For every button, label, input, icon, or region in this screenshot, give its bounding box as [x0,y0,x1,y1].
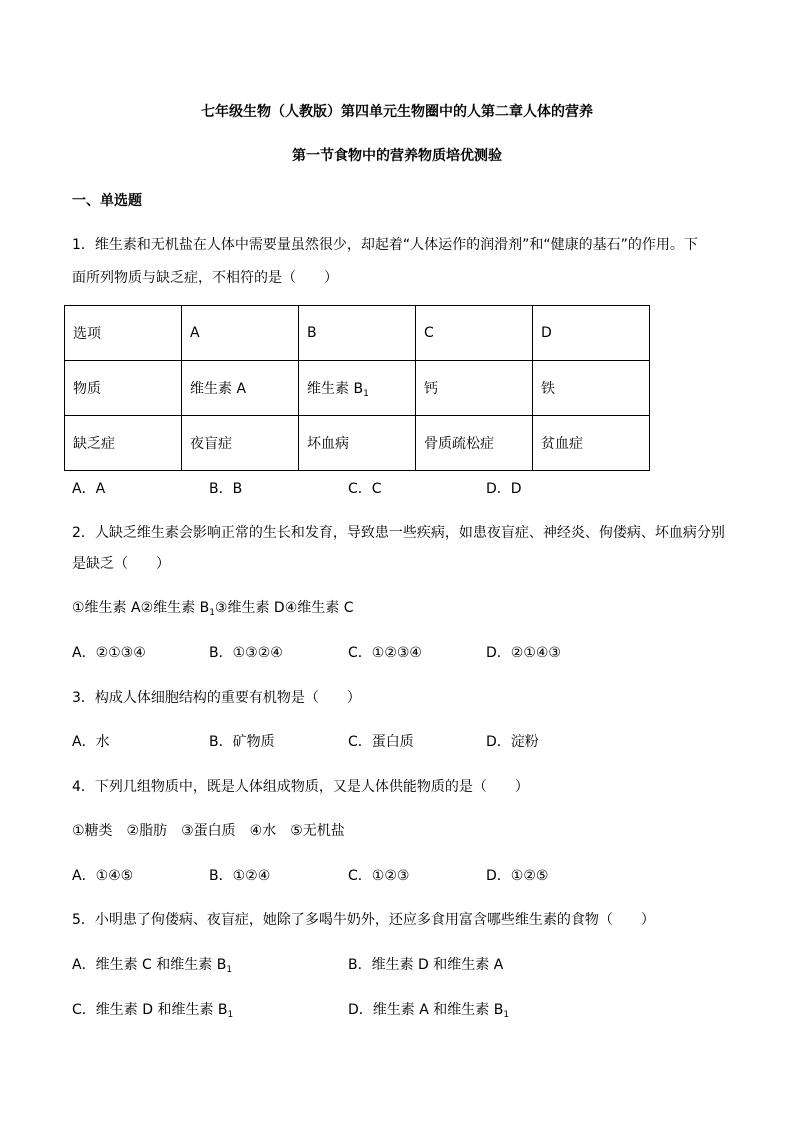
q3-option-c[interactable]: C．蛋白质 [348,734,414,750]
q1-table [64,305,650,471]
q4-stem: 4．下列几组物质中，既是人体组成物质，又是人体供能物质的是（ ） [72,779,529,795]
table-cell: C [416,306,533,361]
q5-option-a[interactable] [72,955,232,980]
q1-option-c[interactable]: C．C [348,481,382,497]
q2-option-b[interactable]: B．①③②④ [209,645,283,661]
subscript: 1 [503,1010,510,1020]
q2-option-c[interactable]: C．①②③④ [348,645,422,661]
table-row [65,306,650,361]
q4-option-b[interactable]: B．①②④ [209,868,271,884]
table-cell: 维生素 A [182,361,299,416]
q1-stem-line1: 1．维生素和无机盐在人体中需要量虽然很少，却起着“人体运作的润滑剂”和“健康的基石”的作用。下 [72,237,698,253]
cell-text: 维生素 B [307,380,364,397]
subscript: 1 [209,608,215,618]
q1-stem-line2: 面所列物质与缺乏症，不相符的是（ ） [72,270,338,286]
doc-title-line1: 七年级生物（人教版）第四单元生物圈中的人第二章人体的营养 [201,104,593,120]
table-cell [299,361,416,416]
table-cell: A [182,306,299,361]
table-row [65,416,650,471]
q4-option-d[interactable]: D．①②⑤ [486,868,549,884]
subscript: 1 [363,388,369,399]
table-cell: 缺乏症 [65,416,182,471]
q4-option-c[interactable]: C．①②③ [348,868,410,884]
q2-items-part1: ①维生素 A②维生素 B [72,600,210,616]
table-row [65,361,650,416]
q5-option-d[interactable] [348,1000,509,1025]
q5-option-c[interactable] [72,1000,233,1025]
table-cell: 骨质疏松症 [416,416,533,471]
table-cell: 坏血病 [299,416,416,471]
q5-option-d-text: D．维生素 A 和维生素 B [348,1002,504,1018]
q2-option-a[interactable]: A．②①③④ [72,645,146,661]
q3-option-a[interactable]: A．水 [72,734,110,750]
q4-items: ①糖类 ②脂肪 ③蛋白质 ④水 ⑤无机盐 [72,823,345,839]
table-cell: 物质 [65,361,182,416]
table-cell: B [299,306,416,361]
q1-option-b[interactable]: B．B [209,481,243,497]
q3-stem: 3．构成人体细胞结构的重要有机物是（ ） [72,690,361,706]
table-cell: 夜盲症 [182,416,299,471]
table-cell: 贫血症 [533,416,650,471]
q2-items [72,598,353,623]
q5-option-a-text: A．维生素 C 和维生素 B [72,957,227,973]
q2-option-d[interactable]: D．②①④③ [486,645,561,661]
table-cell: 选项 [65,306,182,361]
q5-stem: 5．小明患了佝偻病、夜盲症，她除了多喝牛奶外，还应多食用富含哪些维生素的食物（ ） [72,912,655,928]
table-cell: 钙 [416,361,533,416]
q3-option-b[interactable]: B．矿物质 [209,734,275,750]
q5-option-c-text: C．维生素 D 和维生素 B [72,1002,228,1018]
q3-option-d[interactable]: D．淀粉 [486,734,539,750]
table-cell: D [533,306,650,361]
q5-option-b[interactable]: B．维生素 D 和维生素 A [348,957,504,973]
subscript: 1 [226,965,233,975]
section-heading: 一、单选题 [72,193,142,209]
q2-items-part2: ③维生素 D④维生素 C [214,600,354,616]
q2-stem-line1: 2．人缺乏维生素会影响正常的生长和发育，导致患一些疾病，如患夜盲症、神经炎、佝偻病、坏血病分别 [72,525,725,541]
doc-title-line2: 第一节食物中的营养物质培优测验 [292,148,502,164]
q2-stem-line2: 是缺乏（ ） [72,556,170,572]
table-cell: 铁 [533,361,650,416]
subscript: 1 [227,1010,234,1020]
q4-option-a[interactable]: A．①④⑤ [72,868,134,884]
q1-option-d[interactable]: D．D [486,481,522,497]
q1-option-a[interactable]: A．A [72,481,106,497]
